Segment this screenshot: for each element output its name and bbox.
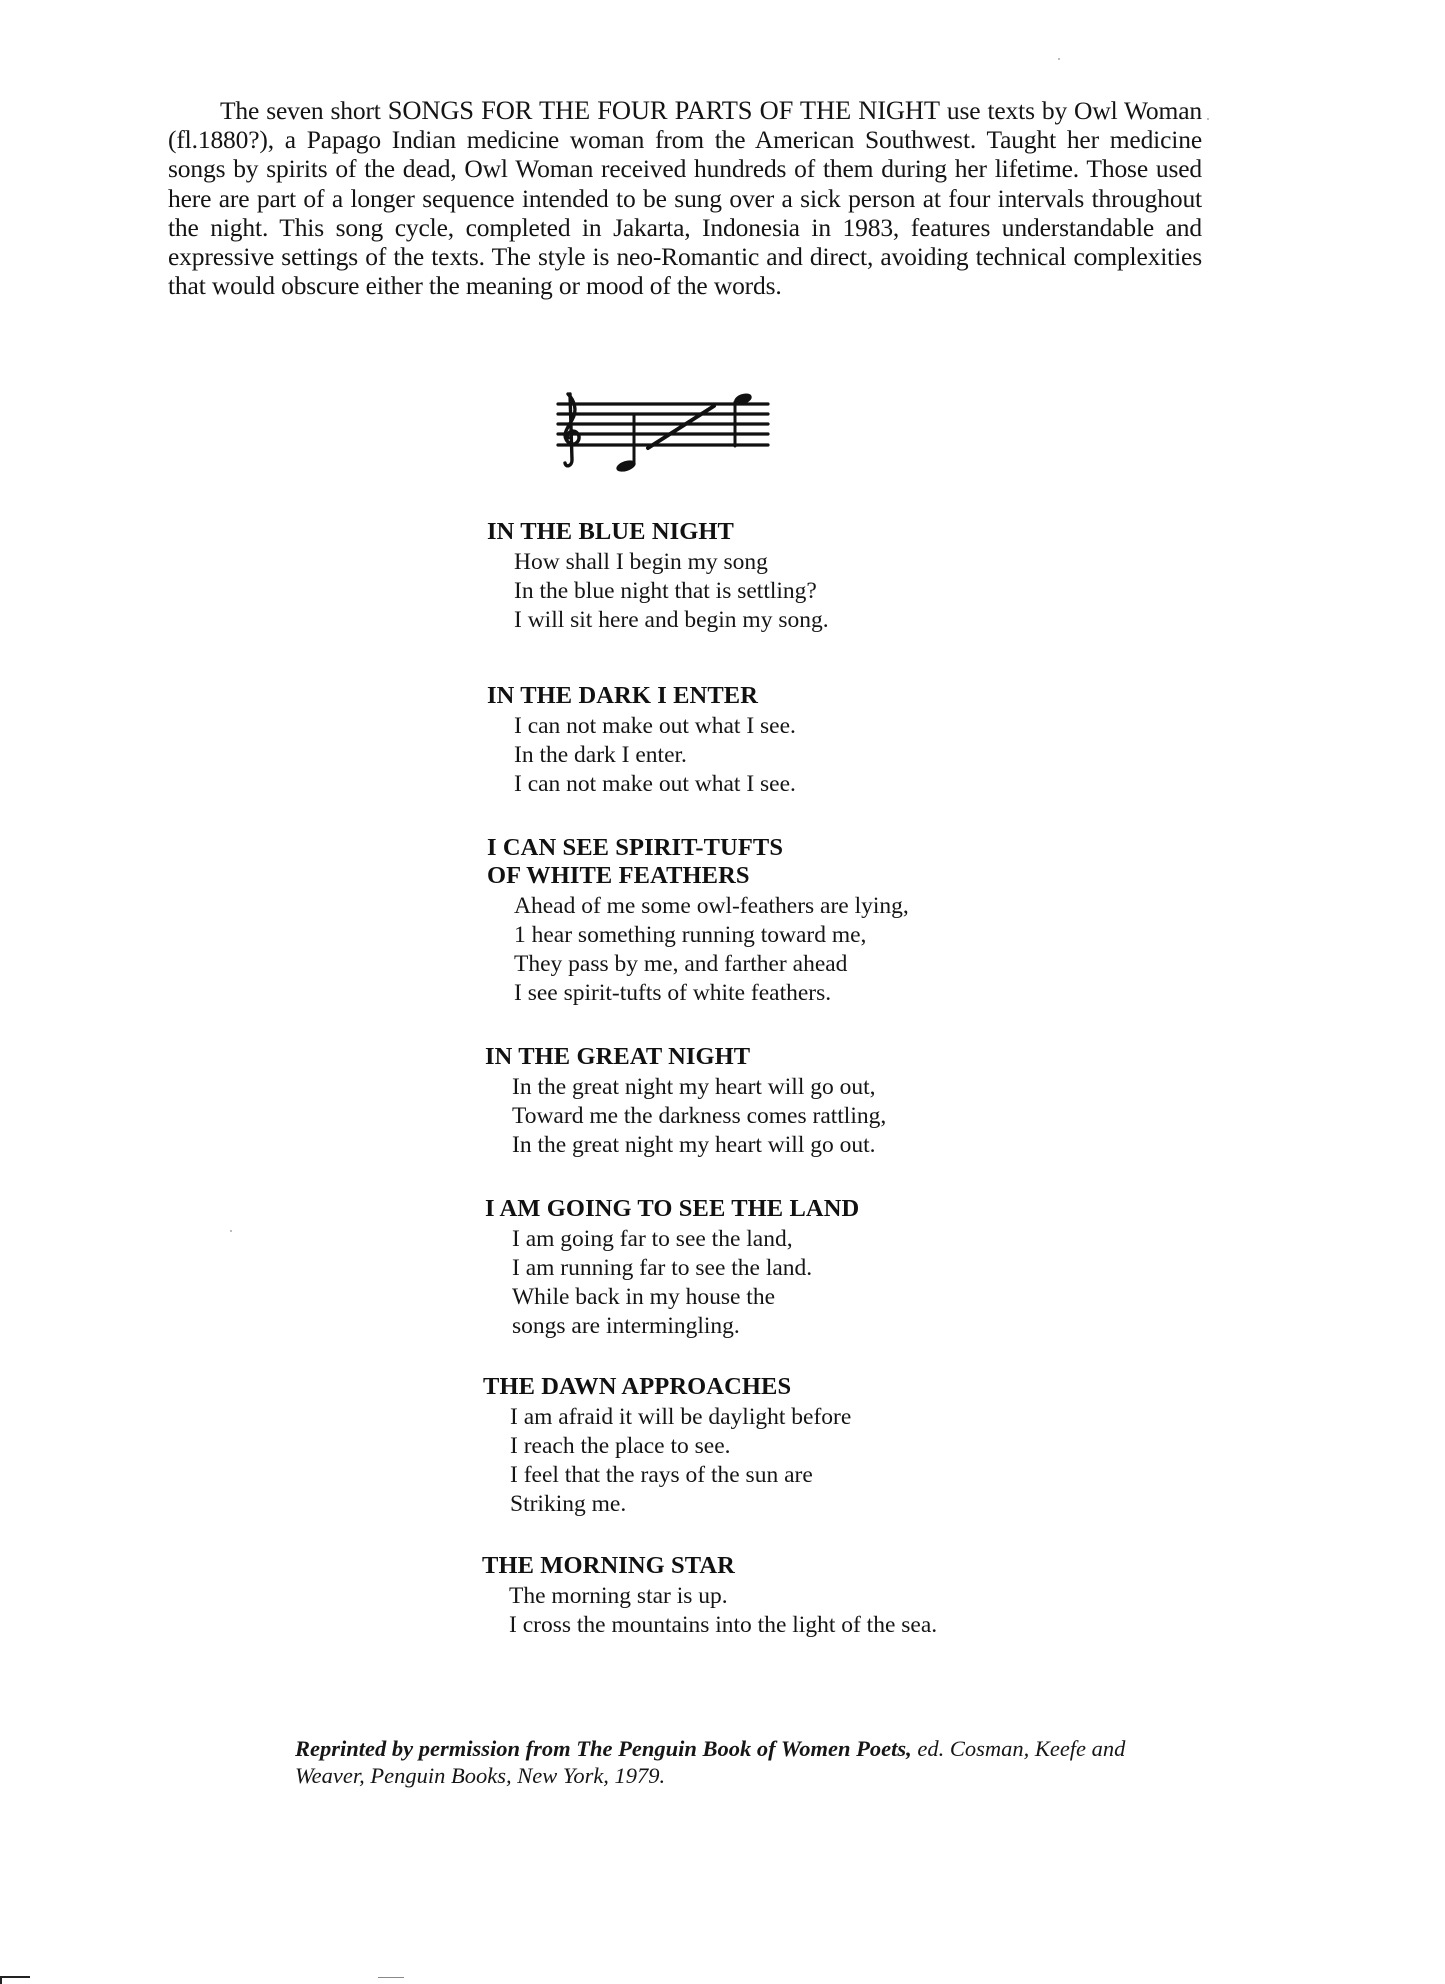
song-line: The morning star is up. [509,1583,728,1609]
intro-paragraph [168,96,1202,300]
scan-edge-mark [0,1976,2,1984]
song-title: I CAN SEE SPIRIT-TUFTS [487,834,784,861]
glissando-line [648,406,714,448]
song-line: I can not make out what I see. [514,713,796,739]
song-line: In the great night my heart will go out, [512,1074,876,1100]
scan-speck [230,1230,232,1232]
song-title: IN THE BLUE NIGHT [487,518,734,545]
song-i-can-see-spirit-tufts [487,834,909,1008]
song-line: songs are intermingling. [512,1313,740,1339]
song-line: Striking me. [510,1491,627,1517]
song-line: I cross the mountains into the light of the sea. [509,1612,938,1638]
song-title-line-2: OF WHITE FEATHERS [487,862,750,889]
song-the-dawn-approaches [483,1373,851,1519]
song-in-the-great-night [485,1043,886,1160]
song-the-morning-star [482,1552,937,1640]
citation-source: Reprinted by permission from The Penguin Book of Women Poets, [295,1736,912,1761]
scan-speck [1207,118,1209,120]
song-line: I am afraid it will be daylight before [510,1404,852,1430]
song-line: I can not make out what I see. [514,771,796,797]
song-line: I see spirit-tufts of white feathers. [514,980,832,1006]
song-line: 1 hear something running toward me, [514,922,867,948]
reprint-citation [295,1735,1185,1789]
song-line: While back in my house the [512,1284,775,1310]
scan-speck [1058,58,1060,60]
song-line: In the dark I enter. [514,742,687,768]
song-line: They pass by me, and farther ahead [514,951,848,977]
song-title: IN THE DARK I ENTER [487,682,759,709]
citation-details: ed. Cosman, Keefe and Weaver, Penguin Books, New York, 1979. [295,1736,1126,1788]
song-line: I am running far to see the land. [512,1255,813,1281]
song-line: I will sit here and begin my song. [514,607,829,633]
song-in-the-dark-i-enter [487,682,796,799]
song-title: I AM GOING TO SEE THE LAND [485,1195,860,1222]
song-line: How shall I begin my song [514,549,768,575]
intro-lead: The seven short [220,96,388,125]
song-line: Toward me the darkness comes rattling, [512,1103,887,1129]
song-title: IN THE GREAT NIGHT [485,1043,751,1070]
intro-body: use texts by Owl Woman (fl.1880?), a Papago Indian medicine woman from the American Southwest. Taught her medicine songs by spirits of the dead, Owl Woman received hundreds of them during her lifetime. Those used here are part of a longer sequence intended to be sung over a sick person at four intervals throughout the night. This song cycle, completed in Jakarta, Indonesia in 1983, features understandable and expressive settings of the texts. The style is neo-Romantic and direct, avoiding technical complexities that would obscure either the meaning or mood of the words. [168,96,1202,301]
song-title: THE MORNING STAR [482,1552,735,1579]
song-title: THE DAWN APPROACHES [483,1373,792,1400]
song-line: In the blue night that is settling? [514,578,817,604]
song-in-the-blue-night [487,518,829,635]
song-line: Ahead of me some owl-feathers are lying, [514,893,909,919]
song-line: In the great night my heart will go out. [512,1132,876,1158]
scan-edge-mark [0,1976,30,1978]
music-staff-drawing [556,390,771,476]
song-line: I feel that the rays of the sun are [510,1462,813,1488]
song-line: I am going far to see the land, [512,1226,793,1252]
song-line: I reach the place to see. [510,1433,731,1459]
scan-edge-mark [378,1977,404,1978]
song-i-am-going-to-see-the-land [485,1195,859,1341]
music-staff-icon [556,390,771,476]
song-cycle-title: SONGS FOR THE FOUR PARTS OF THE NIGHT [387,95,940,125]
